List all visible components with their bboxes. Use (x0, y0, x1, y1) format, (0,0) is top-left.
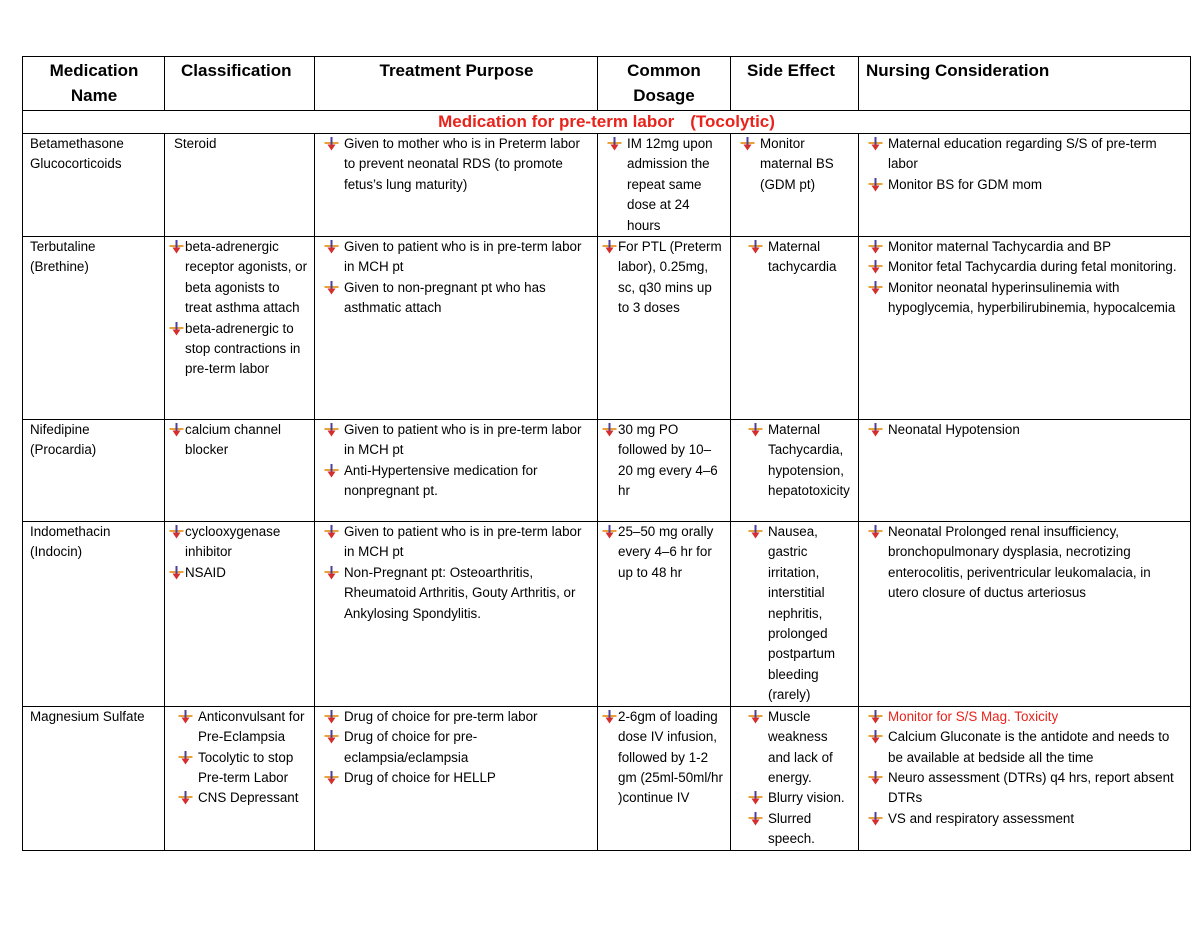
arrow-down-icon (178, 791, 193, 805)
list-item (605, 707, 724, 809)
list-item (866, 257, 1184, 277)
bullet-list (322, 522, 591, 624)
medication-name-cell (23, 706, 165, 850)
list-item-text: Neuro assessment (DTRs) q4 hrs, report absent DTRs (888, 769, 1174, 806)
list-item (866, 727, 1184, 768)
purpose-cell (315, 134, 598, 237)
list-item (866, 278, 1184, 319)
list-item-text: Drug of choice for HELLP (344, 769, 496, 785)
arrow-down-icon (602, 240, 617, 254)
arrow-down-icon (868, 710, 883, 724)
bullet-list (746, 237, 852, 278)
list-item (746, 788, 852, 808)
arrow-down-icon (324, 771, 339, 785)
dosage-cell (598, 237, 731, 420)
bullet-list (176, 707, 308, 809)
list-item-text: Given to patient who is in pre-term labor in MCH pt (344, 524, 582, 560)
classification-cell (165, 706, 315, 850)
list-item (322, 278, 591, 319)
list-item (322, 237, 591, 278)
arrow-down-icon (868, 730, 883, 744)
list-item (322, 522, 591, 563)
purpose-cell (315, 706, 598, 850)
bullet-list (866, 237, 1184, 319)
bullet-list (322, 134, 591, 195)
bullet-list (866, 134, 1184, 195)
list-item (866, 175, 1184, 195)
arrow-down-icon (868, 771, 883, 785)
arrow-down-icon (748, 423, 763, 437)
section-row (23, 111, 1191, 134)
purpose-cell (315, 237, 598, 420)
list-item (866, 420, 1184, 440)
bullet-list (322, 420, 591, 502)
arrow-down-icon (602, 423, 617, 437)
bullet-list (746, 420, 852, 502)
list-item-text: Nausea, gastric irritation, interstitial nephritis, prolonged postpartum bleeding (rarely) (768, 524, 835, 703)
list-item (738, 134, 852, 195)
list-item-text: Given to patient who is in pre-term labor in MCH pt (344, 239, 582, 275)
arrow-down-icon (169, 240, 184, 254)
bullet-list (866, 522, 1184, 604)
header-classification: Classification (165, 57, 315, 111)
table-row (23, 420, 1191, 522)
list-item (605, 522, 724, 583)
header-nursing-consideration: Nursing Consideration (859, 57, 1191, 111)
header-treatment-purpose: Treatment Purpose (315, 57, 598, 111)
purpose-cell (315, 522, 598, 707)
list-item-text: For PTL (Preterm labor), 0.25mg, sc, q30 mins up to 3 doses (618, 239, 722, 316)
list-item-text: Maternal Tachycardia, hypotension, hepatotoxicity (768, 422, 850, 499)
list-item-text: IM 12mg upon admission the repeat same dose at 24 hours (627, 136, 713, 233)
table-row (23, 134, 1191, 237)
list-item-text: Given to non-pregnant pt who has asthmatic attach (344, 279, 546, 316)
dosage-cell (598, 134, 731, 237)
list-item-text: Drug of choice for pre-term labor (344, 708, 538, 724)
arrow-down-icon (169, 423, 184, 437)
list-item-text: Neonatal Hypotension (888, 422, 1020, 438)
arrow-down-icon (748, 812, 763, 826)
list-item-text: Muscle weakness and lack of energy. (768, 708, 833, 785)
list-item (605, 237, 724, 319)
medication-name: Nifedipine (Procardia) (30, 422, 97, 458)
list-item-text: beta-adrenergic receptor agonists, or beta agonists to treat asthma attach (185, 239, 308, 316)
arrow-down-icon (868, 812, 883, 826)
arrow-down-icon (169, 566, 184, 580)
list-item-text: Monitor fetal Tachycardia during fetal monitoring. (888, 259, 1177, 275)
list-item (605, 420, 724, 502)
section-title (23, 111, 1191, 134)
table-row (23, 706, 1191, 850)
arrow-down-icon (748, 791, 763, 805)
list-item (322, 727, 591, 768)
table-row (23, 237, 1191, 420)
bullet-list (322, 237, 591, 319)
bullet-list (605, 134, 724, 236)
section-title-sub: (Tocolytic) (690, 112, 775, 131)
header-side-effect: Side Effect (731, 57, 859, 111)
list-item (605, 134, 724, 236)
side-effect-cell (731, 420, 859, 522)
list-item (322, 768, 591, 788)
list-item-text: Monitor maternal BS (GDM pt) (760, 136, 834, 192)
arrow-down-icon (169, 322, 184, 336)
list-item (866, 134, 1184, 175)
arrow-down-icon (868, 137, 883, 151)
list-item-text: VS and respiratory assessment (888, 810, 1075, 826)
bullet-list (866, 420, 1184, 440)
list-item-text: Blurry vision. (768, 790, 845, 806)
list-item-text: Neonatal Prolonged renal insufficiency, bronchopulmonary dysplasia, necrotizing enterocolitis, periventricular leukomalacia, in utero closure of ductus arteriosus (888, 524, 1151, 601)
side-effect-cell (731, 522, 859, 707)
list-item (746, 522, 852, 706)
list-item (746, 420, 852, 502)
medication-name-cell (23, 237, 165, 420)
list-item (172, 563, 308, 583)
list-item (322, 461, 591, 502)
medication-name-cell (23, 420, 165, 522)
bullet-list (746, 522, 852, 706)
bullet-list (746, 707, 852, 850)
classification-cell (165, 420, 315, 522)
arrow-down-icon (324, 137, 339, 151)
list-item-text: beta-adrenergic to stop contractions in pre-term labor (185, 320, 301, 377)
side-effect-cell (731, 134, 859, 237)
bullet-list (605, 237, 724, 319)
arrow-down-icon (324, 464, 339, 478)
list-item (746, 237, 852, 278)
list-item (176, 707, 308, 748)
dosage-cell (598, 522, 731, 707)
list-item (322, 563, 591, 624)
medication-name: Magnesium Sulfate (30, 708, 145, 724)
bullet-list (605, 420, 724, 502)
bullet-list (172, 420, 308, 461)
nursing-cell (859, 237, 1191, 420)
list-item-text: 25–50 mg orally every 4–6 hr for up to 48 hr (618, 524, 714, 580)
bullet-list (605, 522, 724, 583)
list-item (322, 134, 591, 195)
list-item (176, 748, 308, 789)
list-item-text: Given to mother who is in Preterm labor to prevent neonatal RDS (to promote fetus’s lung maturity) (344, 136, 580, 192)
list-item (322, 707, 591, 727)
arrow-down-icon (607, 137, 622, 151)
list-item-text: Drug of choice for pre-eclampsia/eclampsia (344, 729, 478, 765)
arrow-down-icon (748, 525, 763, 539)
arrow-down-icon (748, 240, 763, 254)
list-item-text: Maternal tachycardia (768, 239, 837, 275)
dosage-cell (598, 420, 731, 522)
medication-name-cell (23, 134, 165, 237)
arrow-down-icon (868, 525, 883, 539)
list-item (866, 237, 1184, 257)
list-item-text: Maternal education regarding S/S of pre-term labor (888, 136, 1157, 172)
arrow-down-icon (324, 730, 339, 744)
medication-name: Betamethasone Glucocorticoids (30, 136, 124, 172)
arrow-down-icon (748, 710, 763, 724)
list-item (172, 522, 308, 563)
classification-cell (165, 237, 315, 420)
bullet-list (322, 707, 591, 789)
medication-name: Terbutaline (Brethine) (30, 239, 96, 275)
arrow-down-icon (868, 281, 883, 295)
table-row (23, 522, 1191, 707)
list-item-text: NSAID (185, 564, 226, 580)
arrow-down-icon (868, 178, 883, 192)
arrow-down-icon (602, 710, 617, 724)
list-item (866, 707, 1184, 727)
list-item (172, 420, 308, 461)
dosage-cell (598, 706, 731, 850)
list-item-text: CNS Depressant (198, 790, 299, 806)
list-item-text: Monitor maternal Tachycardia and BP (888, 239, 1112, 255)
medication-name: Indomethacin (Indocin) (30, 524, 111, 560)
list-item (866, 768, 1184, 809)
side-effect-cell (731, 706, 859, 850)
bullet-list (866, 707, 1184, 829)
classification-text: Steroid (174, 136, 217, 151)
classification-cell (165, 134, 315, 237)
list-item-text: Monitor neonatal hyperinsulinemia with hypoglycemia, hyperbilirubinemia, hypocalcemia (888, 279, 1176, 316)
arrow-down-icon (178, 710, 193, 724)
arrow-down-icon (324, 281, 339, 295)
arrow-down-icon (324, 423, 339, 437)
list-item-text: calcium channel blocker (185, 422, 282, 458)
list-item (172, 237, 308, 319)
section-title-main: Medication for pre-term labor (438, 112, 675, 131)
list-item-text: Anticonvulsant for Pre-Eclampsia (198, 708, 305, 745)
arrow-down-icon (868, 260, 883, 274)
medication-table (22, 56, 1191, 851)
nursing-cell (859, 420, 1191, 522)
list-item-text: Calcium Gluconate is the antidote and needs to be available at bedside all the time (888, 729, 1170, 765)
header-common-dosage: Common Dosage (598, 57, 731, 111)
arrow-down-icon (169, 525, 184, 539)
list-item (746, 809, 852, 850)
list-item (176, 788, 308, 808)
list-item (172, 319, 308, 380)
list-item-text: cyclooxygenase inhibitor (185, 524, 281, 560)
arrow-down-icon (602, 525, 617, 539)
header-row (23, 57, 1191, 111)
bullet-list (605, 707, 724, 809)
arrow-down-icon (324, 566, 339, 580)
purpose-cell (315, 420, 598, 522)
arrow-down-icon (868, 240, 883, 254)
list-item (866, 522, 1184, 604)
list-item-text: Non-Pregnant pt: Osteoarthritis, Rheumatoid Arthritis, Gouty Arthritis, or Ankylosing Spondylitis. (344, 564, 576, 621)
arrow-down-icon (740, 137, 755, 151)
list-item-text: Slurred speech. (768, 810, 815, 847)
bullet-list (172, 522, 308, 583)
side-effect-cell (731, 237, 859, 420)
list-item-text: Anti-Hypertensive medication for nonpregnant pt. (344, 462, 538, 499)
list-item-text: Monitor for S/S Mag. Toxicity (888, 708, 1059, 724)
list-item-text: Tocolytic to stop Pre-term Labor (198, 749, 294, 785)
arrow-down-icon (324, 240, 339, 254)
arrow-down-icon (178, 751, 193, 765)
list-item-text: Given to patient who is in pre-term labor in MCH pt (344, 422, 582, 458)
bullet-list (172, 237, 308, 380)
list-item-text: 2-6gm of loading dose IV infusion, followed by 1-2 gm (25ml-50ml/hr )continue IV (618, 708, 723, 806)
arrow-down-icon (324, 710, 339, 724)
bullet-list (738, 134, 852, 195)
nursing-cell (859, 522, 1191, 707)
nursing-cell (859, 706, 1191, 850)
list-item-text: Monitor BS for GDM mom (888, 176, 1043, 192)
header-medication-name: Medication Name (23, 57, 165, 111)
arrow-down-icon (324, 525, 339, 539)
list-item (866, 809, 1184, 829)
nursing-cell (859, 134, 1191, 237)
arrow-down-icon (868, 423, 883, 437)
list-item (322, 420, 591, 461)
classification-cell (165, 522, 315, 707)
list-item (746, 707, 852, 789)
list-item-text: 30 mg PO followed by 10–20 mg every 4–6 hr (618, 422, 718, 499)
medication-name-cell (23, 522, 165, 707)
